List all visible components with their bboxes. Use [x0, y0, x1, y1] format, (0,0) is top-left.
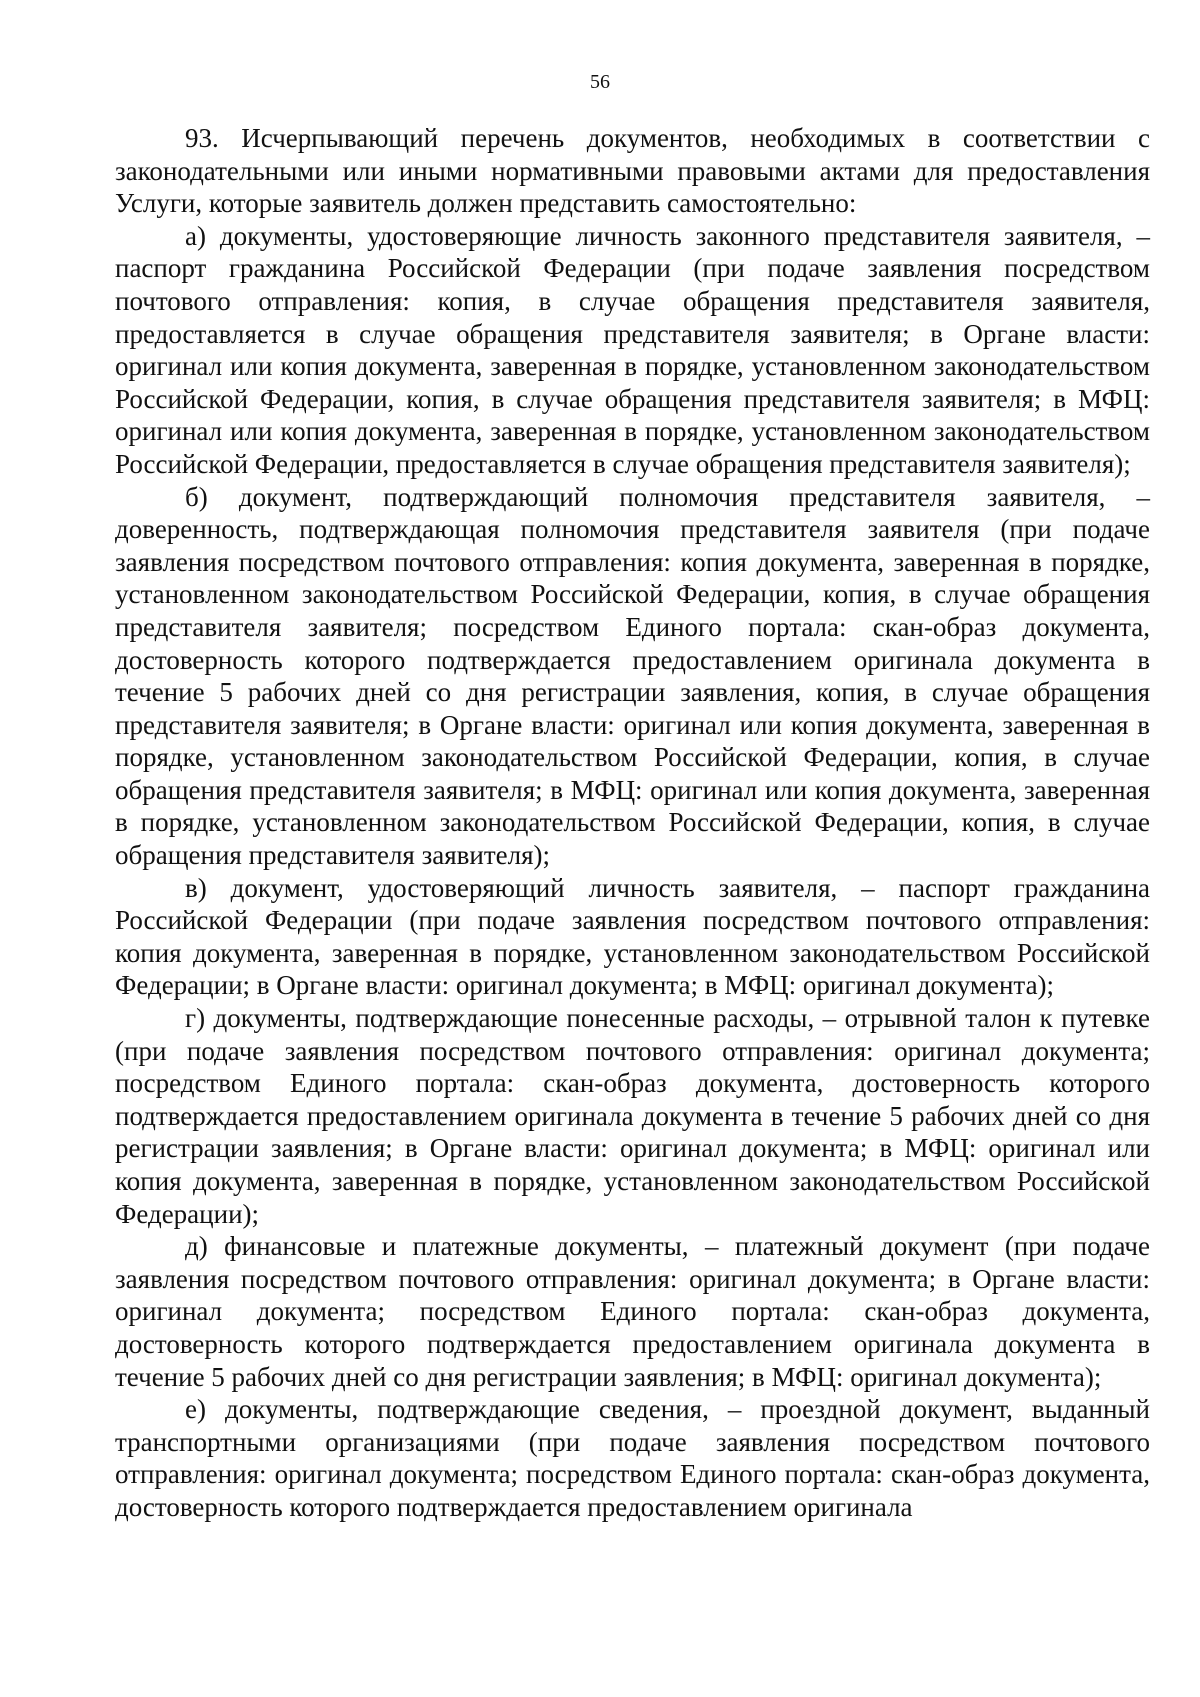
paragraph-93: 93. Исчерпывающий перечень документов, необходимых в соответствии с законодательными или иными нормативными правовыми актами для предоставления Услуги, которые заявитель должен представить самостоятельно:: [115, 123, 1150, 219]
document-body: [115, 122, 1150, 1524]
paragraph-item-a: а) документы, удостоверяющие личность законного представителя заявителя, – паспорт гражданина Российской Федерации (при подаче заявления посредством почтового отправления: копия, в случае обращения представителя заявителя, предоставляется в случае обращения представителя заявителя; в Органе власти: оригинал или копия документа, заверенная в порядке, установленном законодательством Российской Федерации, копия, в случае обращения представителя заявителя; в МФЦ: оригинал или копия документа, заверенная в порядке, установленном законодательством Российской Федерации, предоставляется в случае обращения представителя заявителя);: [115, 220, 1150, 479]
paragraph-item-b: б) документ, подтверждающий полномочия представителя заявителя, – доверенность, подтверждающая полномочия представителя заявителя (при подаче заявления посредством почтового отправления: копия документа, заверенная в порядке, установленном законодательством Российской Федерации, копия, в случае обращения представителя заявителя; посредством Единого портала: скан-образ документа, достоверность которого подтверждается предоставлением оригинала документа в течение 5 рабочих дней со дня регистрации заявления, копия, в случае обращения представителя заявителя; в Органе власти: оригинал или копия документа, заверенная в порядке, установленном законодательством Российской Федерации, копия, в случае обращения представителя заявителя; в МФЦ: оригинал или копия документа, заверенная в порядке, установленном законодательством Российской Федерации, копия, в случае обращения представителя заявителя);: [115, 481, 1150, 871]
paragraph-item-v: в) документ, удостоверяющий личность заявителя, – паспорт гражданина Российской Федерации (при подаче заявления посредством почтового отправления: копия документа, заверенная в порядке, установленном законодательством Российской Федерации; в Органе власти: оригинал документа; в МФЦ: оригинал документа);: [115, 872, 1150, 1001]
page-number: 56: [590, 71, 610, 93]
paragraph-item-g: г) документы, подтверждающие понесенные расходы, – отрывной талон к путевке (при подаче заявления посредством почтового отправления: оригинал документа; посредством Единого портала: скан-образ документа, достоверность которого подтверждается предоставлением оригинала документа в течение 5 рабочих дней со дня регистрации заявления; в Органе власти: оригинал документа; в МФЦ: оригинал или копия документа, заверенная в порядке, установленном законодательством Российской Федерации);: [115, 1003, 1150, 1229]
paragraph-item-e: е) документы, подтверждающие сведения, – проездной документ, выданный транспортными организациями (при подаче заявления посредством почтового отправления: оригинал документа; посредством Единого портала: скан-образ документа, достоверность которого подтверждается предоставлением оригинала: [115, 1394, 1150, 1522]
paragraph-item-d: д) финансовые и платежные документы, – платежный документ (при подаче заявления посредством почтового отправления: оригинал документа; в Органе власти: оригинал документа; посредством Единого портала: скан-образ документа, достоверность которого подтверждается предоставлением оригинала документа в течение 5 рабочих дней со дня регистрации заявления; в МФЦ: оригинал документа);: [115, 1231, 1150, 1392]
